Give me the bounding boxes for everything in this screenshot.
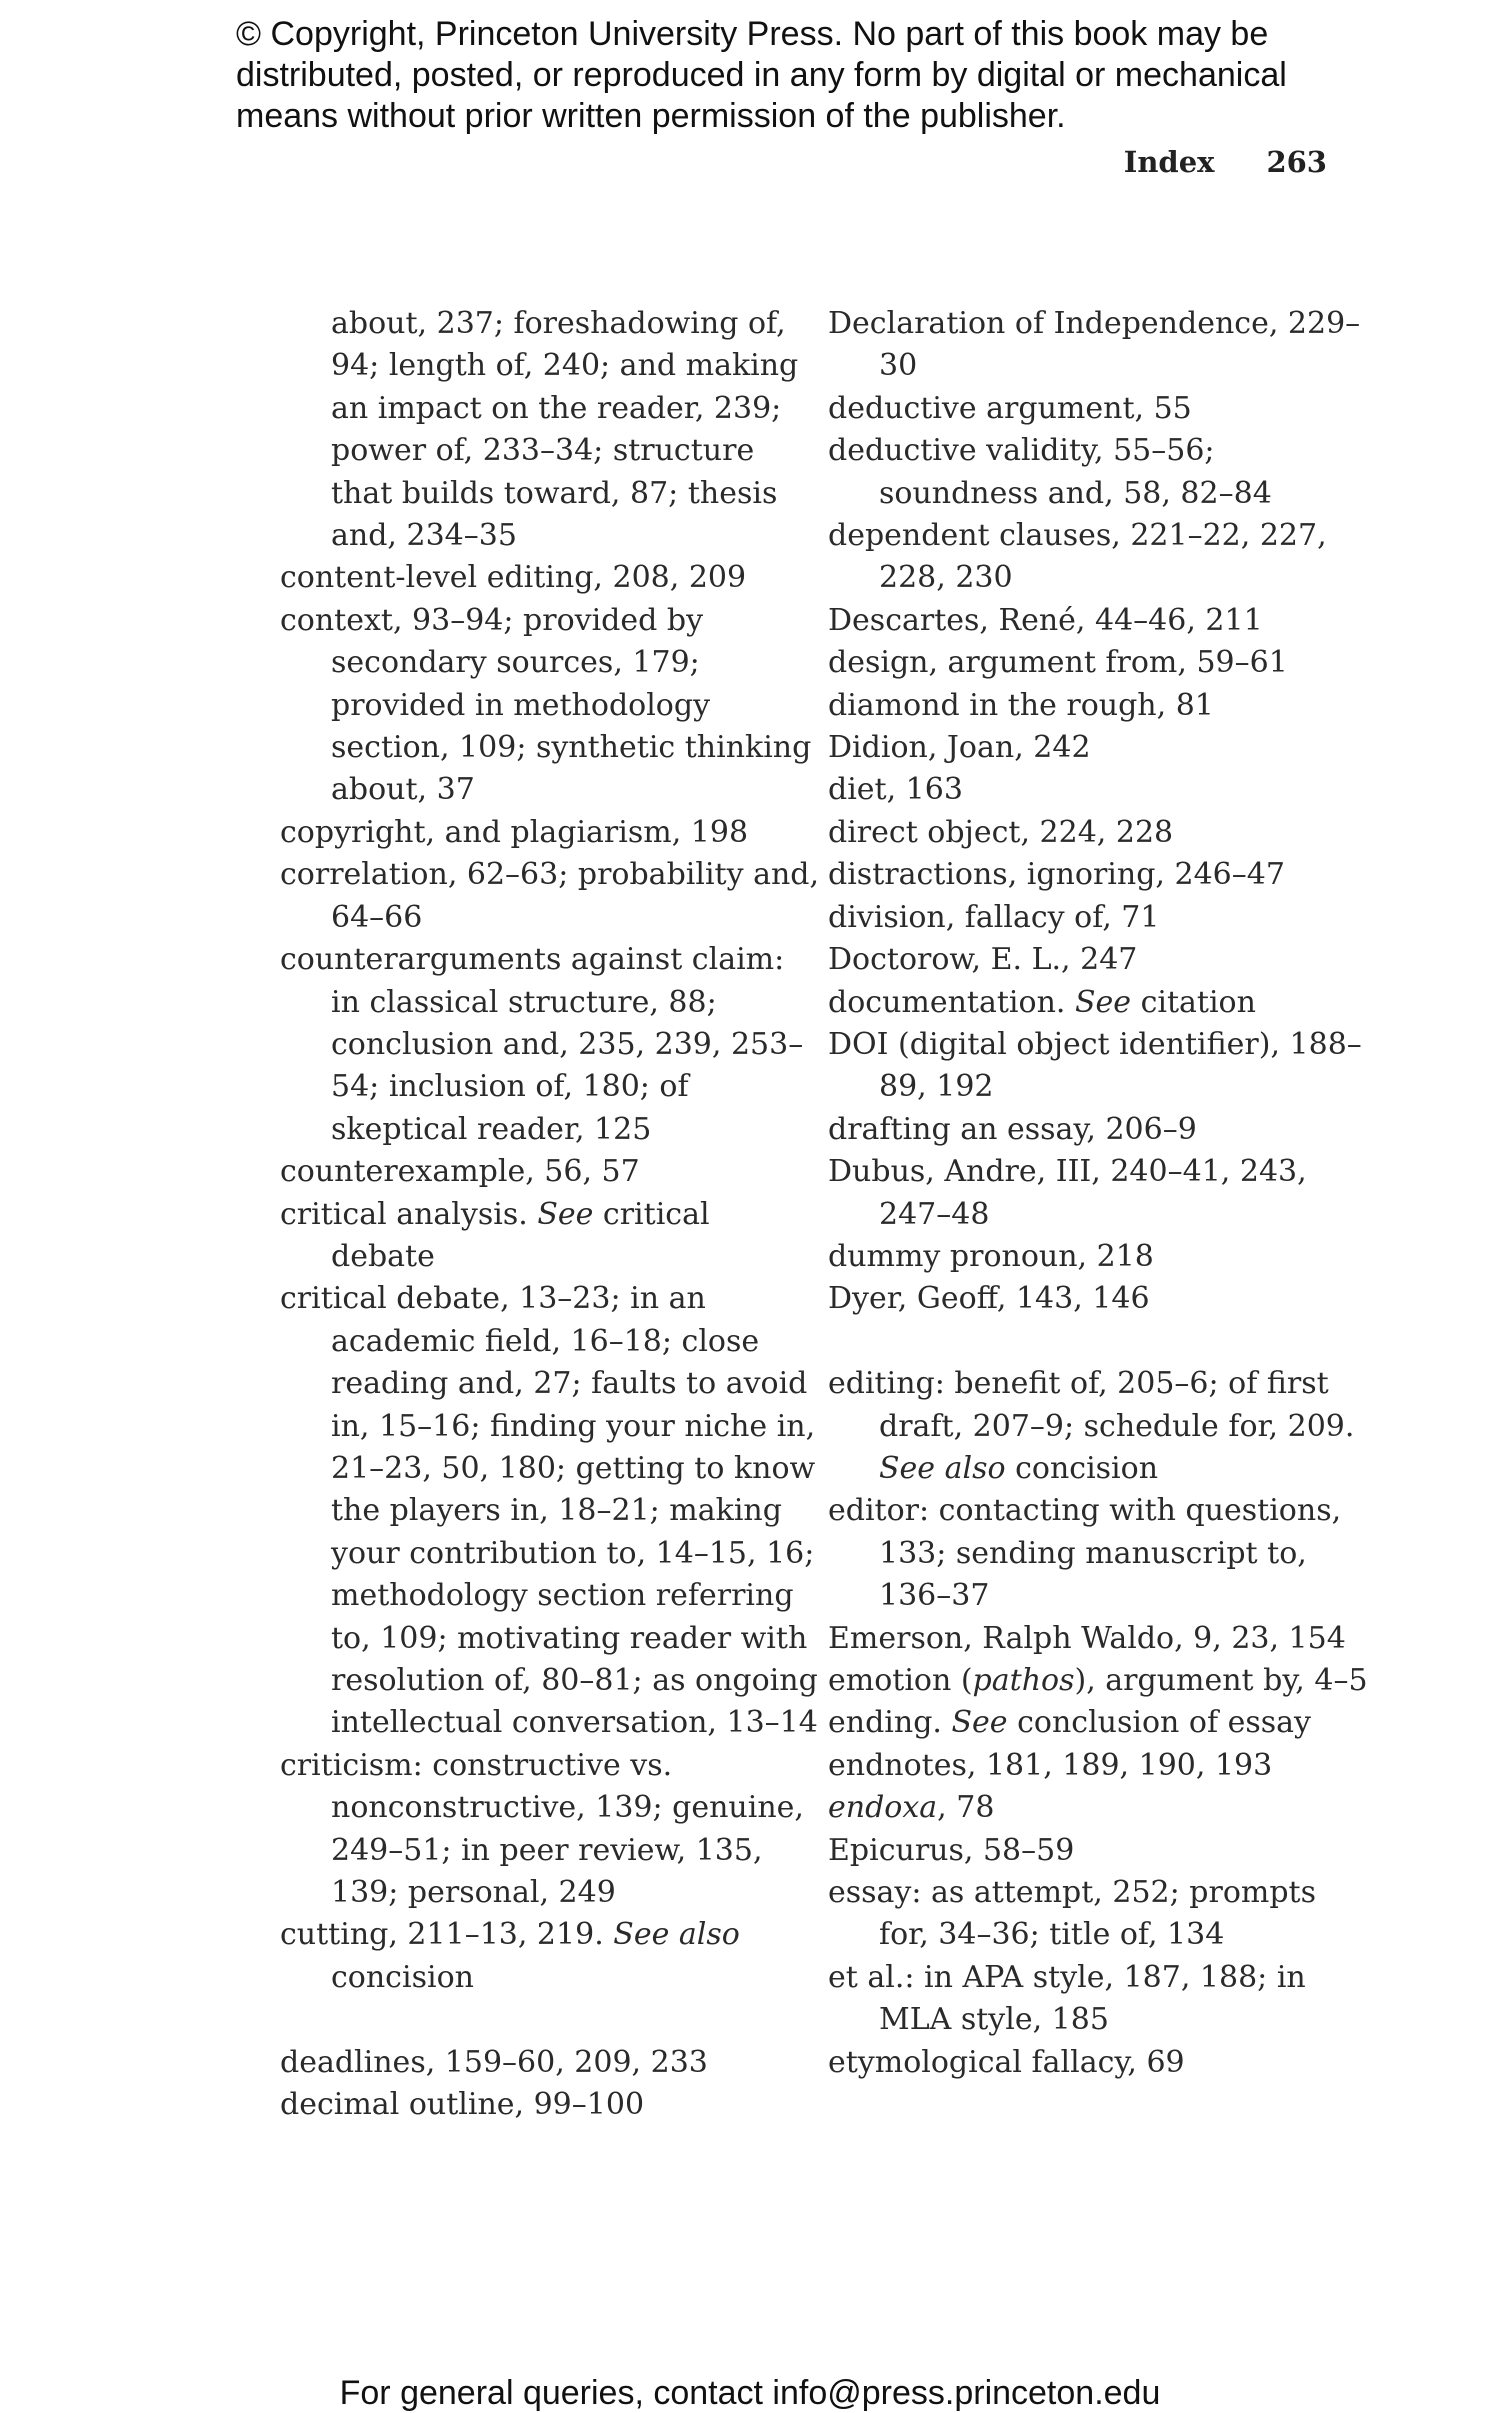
index-entry-text: about, 237; foreshadowing of, 94; length of, 240; and making an impact on the reader, 239; power of, 233–34; structure that builds toward, 87; thesis and, 234–35 — [331, 306, 799, 554]
index-entry-text: conclusion of essay — [1007, 1705, 1311, 1741]
footer-contact: For general queries, contact info@press.princeton.edu — [339, 2374, 1161, 2412]
index-entry — [828, 1151, 1368, 1236]
index-entry-text: Descartes, René, 44–46, 211 — [828, 602, 1263, 638]
index-entry — [828, 769, 1368, 811]
index-entry — [280, 812, 820, 854]
index-entry-text: Emerson, Ralph Waldo, 9, 23, 154 — [828, 1620, 1346, 1656]
index-entry-text: concision — [1005, 1450, 1159, 1486]
index-entry — [828, 727, 1368, 769]
index-entry — [280, 2042, 820, 2084]
index-entry-text: essay: as attempt, 252; prompts for, 34–36; title of, 134 — [828, 1875, 1316, 1953]
index-entry-text: content-level editing, 208, 209 — [280, 560, 747, 596]
index-entry-text: diet, 163 — [828, 772, 963, 808]
index-entry-text: Declaration of Independence, 229–30 — [828, 306, 1361, 384]
index-entry — [828, 854, 1368, 896]
index-entry-text: deadlines, 159–60, 209, 233 — [280, 2044, 708, 2080]
index-entry — [828, 812, 1368, 854]
index-entry-text: critical debate — [331, 1196, 710, 1274]
index-entry — [828, 1660, 1368, 1702]
index-entry-text: distractions, ignoring, 246–47 — [828, 857, 1285, 893]
index-entry — [828, 1278, 1368, 1320]
index-entry-text: deductive argument, 55 — [828, 390, 1192, 426]
index-entry — [828, 1702, 1368, 1744]
index-entry — [828, 1236, 1368, 1278]
index-entry-text: correlation, 62–63; probability and, 64–66 — [280, 857, 820, 935]
index-entry — [280, 1194, 820, 1279]
index-entry-text: Didion, Joan, 242 — [828, 730, 1091, 766]
index-entry — [828, 388, 1368, 430]
index-entry — [828, 1830, 1368, 1872]
index-entry-text: direct object, 224, 228 — [828, 814, 1174, 850]
index-entry — [828, 1957, 1368, 2042]
index-entry — [828, 515, 1368, 600]
index-entry-text: concision — [331, 1959, 474, 1995]
index-entry-text: deductive validity, 55–56; soundness and, 58, 82–84 — [828, 433, 1272, 511]
index-entry-italic: See — [951, 1705, 1008, 1741]
index-entry-italic: See — [537, 1196, 594, 1232]
running-head-title: Index — [1123, 145, 1215, 179]
copyright-notice: © Copyright, Princeton University Press. No part of this book may be distributed, posted, or reproduced in any form by digital or mechanical means without prior written permission of the publisher. — [236, 15, 1287, 135]
index-entry — [280, 1278, 820, 1744]
index-entry-italic: endoxa — [828, 1790, 938, 1826]
index-entry-text: counterarguments against claim: in classical structure, 88; conclusion and, 235, 239, 253–54; inclusion of, 180; of skeptical reader, 125 — [280, 942, 804, 1147]
index-entry — [280, 1745, 820, 1915]
index-entry — [828, 1490, 1368, 1617]
index-column-right — [828, 303, 1368, 2084]
index-entry — [828, 897, 1368, 939]
index-entry-text: critical analysis. — [280, 1196, 538, 1232]
index-entry-text: Epicurus, 58–59 — [828, 1832, 1075, 1868]
index-entry-text: emotion ( — [828, 1662, 973, 1698]
index-entry-text: division, fallacy of, 71 — [828, 899, 1160, 935]
index-entry — [828, 982, 1368, 1024]
index-entry-text: diamond in the rough, 81 — [828, 687, 1214, 723]
index-entry — [828, 685, 1368, 727]
index-entry — [828, 939, 1368, 981]
index-entry-text: Dyer, Geoff, 143, 146 — [828, 1281, 1150, 1317]
index-entry-text: ending. — [828, 1705, 952, 1741]
index-entry-text: copyright, and plagiarism, 198 — [280, 814, 749, 850]
index-entry-text: decimal outline, 99–100 — [280, 2087, 645, 2123]
index-entry-text: , 78 — [937, 1790, 995, 1826]
index-entry-text: criticism: constructive vs. nonconstructive, 139; genuine, 249–51; in peer review, 135, 139; personal, 249 — [280, 1747, 804, 1911]
index-entry — [828, 303, 1368, 388]
index-column-left — [280, 303, 820, 2126]
index-entry — [828, 1872, 1368, 1957]
index-entry-text: design, argument from, 59–61 — [828, 645, 1288, 681]
index-entry-text: DOI (digital object identifier), 188–89, 192 — [828, 1026, 1362, 1105]
index-entry-italic: pathos — [972, 1662, 1075, 1698]
page-number: 263 — [1266, 145, 1327, 179]
index-entry-text: citation — [1131, 984, 1256, 1020]
index-entry-text: ), argument by, 4–5 — [1074, 1662, 1368, 1698]
index-entry — [280, 1151, 820, 1193]
index-entry-text: editing: benefit of, 205–6; of first draft, 207–9; schedule for, 209. — [828, 1366, 1355, 1444]
index-entry-text: dependent clauses, 221–22, 227, 228, 230 — [828, 518, 1327, 596]
index-entry-text: endnotes, 181, 189, 190, 193 — [828, 1747, 1273, 1783]
index-entry-text: cutting, 211–13, 219. — [280, 1917, 614, 1953]
index-entry-italic: See also — [879, 1450, 1006, 1486]
index-entry-text: dummy pronoun, 218 — [828, 1238, 1154, 1274]
index-entry — [828, 2042, 1368, 2084]
index-entry — [828, 430, 1368, 515]
index-entry-text: documentation. — [828, 984, 1075, 1020]
index-entry — [828, 1787, 1368, 1829]
index-entry-text: Dubus, Andre, III, 240–41, 243, 247–48 — [828, 1154, 1307, 1232]
index-entry — [280, 2084, 820, 2126]
index-entry-continuation — [280, 303, 820, 557]
index-entry — [280, 939, 820, 1151]
index-entry-text: context, 93–94; provided by secondary sources, 179; provided in methodology section, 109; synthetic thinking about, 37 — [280, 602, 812, 808]
index-entry — [828, 1024, 1368, 1109]
index-entry — [280, 600, 820, 812]
index-entry-text: Doctorow, E. L., 247 — [828, 942, 1138, 978]
index-entry — [828, 600, 1368, 642]
index-entry-text: et al.: in APA style, 187, 188; in MLA style, 185 — [828, 1959, 1306, 2038]
index-entry — [828, 1618, 1368, 1660]
index-entry — [828, 1745, 1368, 1787]
index-entry-italic: See also — [613, 1917, 740, 1953]
index-entry-text: drafting an essay, 206–9 — [828, 1111, 1197, 1147]
index-entry-text: counterexample, 56, 57 — [280, 1154, 640, 1190]
index-entry-text: editor: contacting with questions, 133; sending manuscript to, 136–37 — [828, 1493, 1342, 1614]
index-entry-italic: See — [1074, 984, 1132, 1020]
index-entry — [280, 854, 820, 939]
index-entry — [828, 1363, 1368, 1490]
index-entry-text: critical debate, 13–23; in an academic field, 16–18; close reading and, 27; faults to avoid in, 15–16; finding your niche in, 21–23, 50, 180; getting to know the players in, 18–21; making your contribution to, 14–15, 16; methodology section referring to, 109; motivating reader with resolution of, 80–81; as ongoing intellectual conversation, 13–14 — [280, 1281, 818, 1741]
index-entry-text: etymological fallacy, 69 — [828, 2044, 1185, 2080]
index-entry — [280, 557, 820, 599]
index-entry — [828, 1109, 1368, 1151]
index-entry — [280, 1914, 820, 1999]
running-head — [1124, 145, 1327, 179]
index-entry — [828, 642, 1368, 684]
